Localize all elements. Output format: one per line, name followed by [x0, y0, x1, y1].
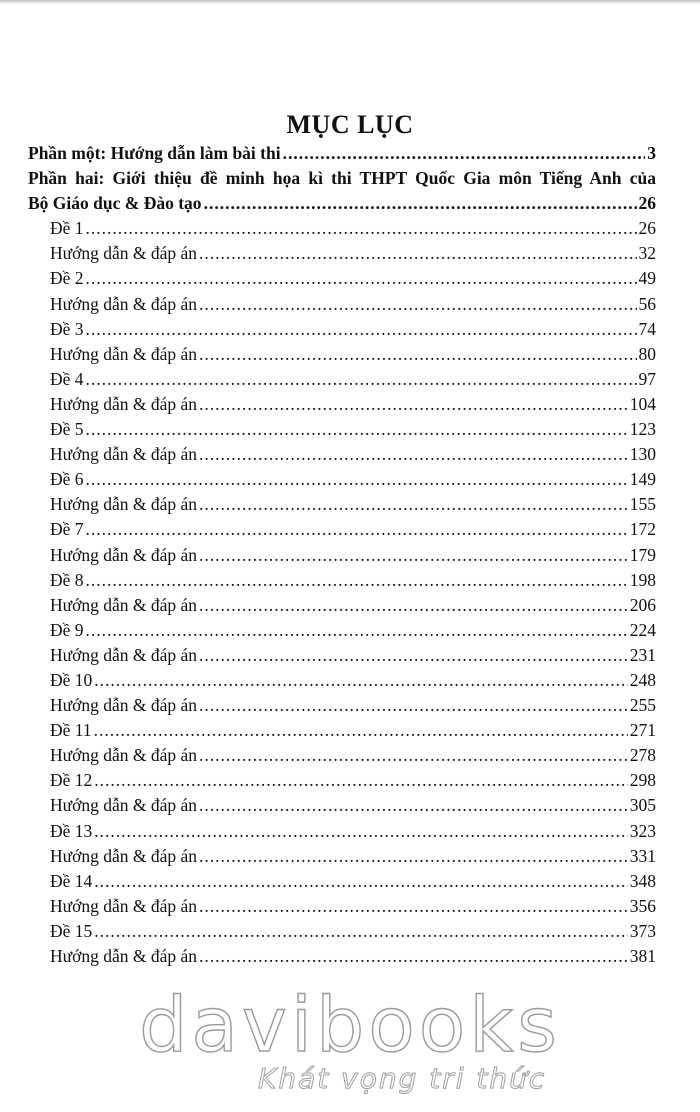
dot-leader: [199, 342, 636, 367]
toc-entry-label: Hướng dẫn & đáp án: [50, 544, 198, 565]
toc-entry-label: Đề 15: [50, 920, 93, 941]
dot-leader: [86, 467, 628, 492]
toc-entry-page: 356: [629, 895, 656, 916]
toc-entry-label: Hướng dẫn & đáp án: [50, 444, 198, 465]
toc-entry: [28, 919, 656, 944]
watermark-slogan: Khát vọng tri thức: [258, 1062, 547, 1095]
toc-entry: [28, 718, 656, 743]
toc-entry-page: 198: [629, 569, 656, 590]
toc-part-one-label: Phần một: Hướng dẫn làm bài thi: [28, 143, 281, 163]
dot-leader: [199, 241, 636, 266]
toc-entry-page: 179: [629, 544, 656, 565]
toc-entry-page: 224: [629, 619, 656, 640]
dot-leader: [94, 919, 627, 944]
dot-leader: [199, 793, 628, 818]
toc-entry: [28, 768, 656, 793]
toc-entry-page: 26: [638, 218, 656, 239]
toc-entry-page: 348: [629, 870, 656, 891]
toc-part-two-label: Bộ Giáo dục & Đào tạo: [28, 193, 202, 214]
dot-leader: [86, 417, 628, 442]
toc-entry-page: 104: [629, 393, 656, 414]
dot-leader: [199, 292, 636, 317]
toc-entry: [28, 442, 656, 467]
toc-part-one: [28, 141, 656, 166]
toc-entry-page: 323: [629, 820, 656, 841]
page-title: MỤC LỤC: [286, 110, 414, 139]
toc-entry: [28, 467, 656, 492]
toc-entry-label: Đề 9: [50, 619, 84, 640]
toc-entry-page: 56: [638, 293, 656, 314]
toc-entry-label: Đề 8: [50, 569, 84, 590]
toc-entry: [28, 241, 656, 266]
toc-entry: [28, 543, 656, 568]
dot-leader: [86, 317, 637, 342]
toc-entry-label: Hướng dẫn & đáp án: [50, 343, 198, 364]
toc-entry-label: Đề 5: [50, 419, 84, 440]
toc-entry-label: Hướng dẫn & đáp án: [50, 293, 198, 314]
dot-leader: [199, 844, 628, 869]
toc-part-two: [28, 191, 656, 216]
toc-entry: [28, 869, 656, 894]
toc-entry-page: 305: [629, 795, 656, 816]
toc-entry-label: Hướng dẫn & đáp án: [50, 895, 198, 916]
page-top-edge: [0, 0, 700, 4]
toc-entry-label: Đề 1: [50, 218, 84, 239]
toc-entry-page: 80: [638, 343, 656, 364]
toc-entry-label: Hướng dẫn & đáp án: [50, 845, 198, 866]
toc-entry: [28, 492, 656, 517]
toc-entry: [28, 793, 656, 818]
toc-entry: [28, 216, 656, 241]
toc-entry-page: 155: [629, 494, 656, 515]
dot-leader: [199, 643, 628, 668]
toc-entry-page: 255: [629, 695, 656, 716]
toc-entry: [28, 568, 656, 593]
dot-leader: [199, 392, 628, 417]
toc-entry-label: Đề 4: [50, 368, 84, 389]
toc-entry-label: Hướng dẫn & đáp án: [50, 494, 198, 515]
dot-leader: [199, 693, 628, 718]
toc-entry: [28, 693, 656, 718]
toc-entry: [28, 266, 656, 291]
toc-entry-label: Đề 6: [50, 469, 84, 490]
dot-leader: [204, 191, 637, 216]
dot-leader: [86, 367, 637, 392]
toc-entry-page: 248: [629, 669, 656, 690]
toc-entry: [28, 292, 656, 317]
watermark-brand: davibooks: [139, 980, 561, 1069]
toc-entry: [28, 668, 656, 693]
toc-entry-page: 278: [629, 745, 656, 766]
toc-entry-page: 123: [629, 419, 656, 440]
toc-entry: [28, 894, 656, 919]
toc-entry-list: [28, 216, 656, 969]
dot-leader: [199, 442, 628, 467]
toc-entry-page: 172: [629, 519, 656, 540]
toc-entry-page: 130: [629, 444, 656, 465]
toc-entry-page: 206: [629, 594, 656, 615]
toc-entry-page: 32: [638, 243, 656, 264]
toc-entry: [28, 367, 656, 392]
toc-entry: [28, 844, 656, 869]
toc-entry-label: Đề 2: [50, 268, 84, 289]
dot-leader: [199, 743, 628, 768]
dot-leader: [283, 141, 646, 166]
dot-leader: [94, 819, 627, 844]
toc-entry: [28, 743, 656, 768]
toc-entry-page: 49: [638, 268, 656, 289]
toc-entry-label: Hướng dẫn & đáp án: [50, 745, 198, 766]
dot-leader: [94, 768, 627, 793]
toc-entry: [28, 417, 656, 442]
toc-entry-page: 97: [638, 368, 656, 389]
toc-entry-label: Đề 7: [50, 519, 84, 540]
toc-entry: [28, 517, 656, 542]
toc-entry-label: Hướng dẫn & đáp án: [50, 644, 198, 665]
toc-entry-label: Hướng dẫn & đáp án: [50, 695, 198, 716]
dot-leader: [86, 216, 637, 241]
toc-entry: [28, 618, 656, 643]
toc-entry-label: Đề 14: [50, 870, 93, 891]
toc-entry-page: 271: [629, 720, 656, 741]
dot-leader: [94, 718, 628, 743]
toc-part-one-page: 3: [647, 143, 656, 163]
dot-leader: [86, 266, 637, 291]
toc-entry-label: Hướng dẫn & đáp án: [50, 243, 198, 264]
toc-entry-label: Đề 3: [50, 318, 84, 339]
toc-entry: [28, 342, 656, 367]
toc-entry-page: 381: [629, 946, 656, 966]
toc-entry-page: 331: [629, 845, 656, 866]
table-of-contents: [28, 141, 656, 969]
toc-part-two-heading: Phần hai: Giới thiệu đề minh họa kì thi THPT Quốc Gia môn Tiếng Anh của: [28, 168, 656, 189]
toc-entry-page: 149: [629, 469, 656, 490]
toc-entry-label: Đề 11: [50, 720, 92, 741]
toc-entry: [28, 392, 656, 417]
dot-leader: [94, 869, 627, 894]
toc-entry-label: Hướng dẫn & đáp án: [50, 393, 198, 414]
toc-entry: [28, 643, 656, 668]
toc-entry-label: Hướng dẫn & đáp án: [50, 795, 198, 816]
dot-leader: [86, 568, 628, 593]
dot-leader: [86, 618, 628, 643]
toc-entry-label: Đề 10: [50, 669, 93, 690]
dot-leader: [199, 894, 628, 919]
dot-leader: [86, 517, 628, 542]
toc-entry-label: Đề 12: [50, 770, 93, 791]
dot-leader: [199, 593, 628, 618]
dot-leader: [199, 543, 628, 568]
toc-entry-label: Đề 13: [50, 820, 93, 841]
toc-entry: [28, 819, 656, 844]
toc-entry-page: 373: [629, 920, 656, 941]
toc-part-two-page: 26: [638, 193, 656, 214]
toc-entry: [28, 317, 656, 342]
dot-leader: [199, 944, 628, 969]
toc-entry-page: 298: [629, 770, 656, 791]
toc-entry-page: 231: [629, 644, 656, 665]
toc-entry-label: Hướng dẫn & đáp án: [50, 946, 198, 966]
toc-entry: [28, 593, 656, 618]
dot-leader: [199, 492, 628, 517]
dot-leader: [94, 668, 627, 693]
toc-entry-label: Hướng dẫn & đáp án: [50, 594, 198, 615]
toc-entry: [28, 944, 656, 969]
toc-entry-page: 74: [638, 318, 656, 339]
